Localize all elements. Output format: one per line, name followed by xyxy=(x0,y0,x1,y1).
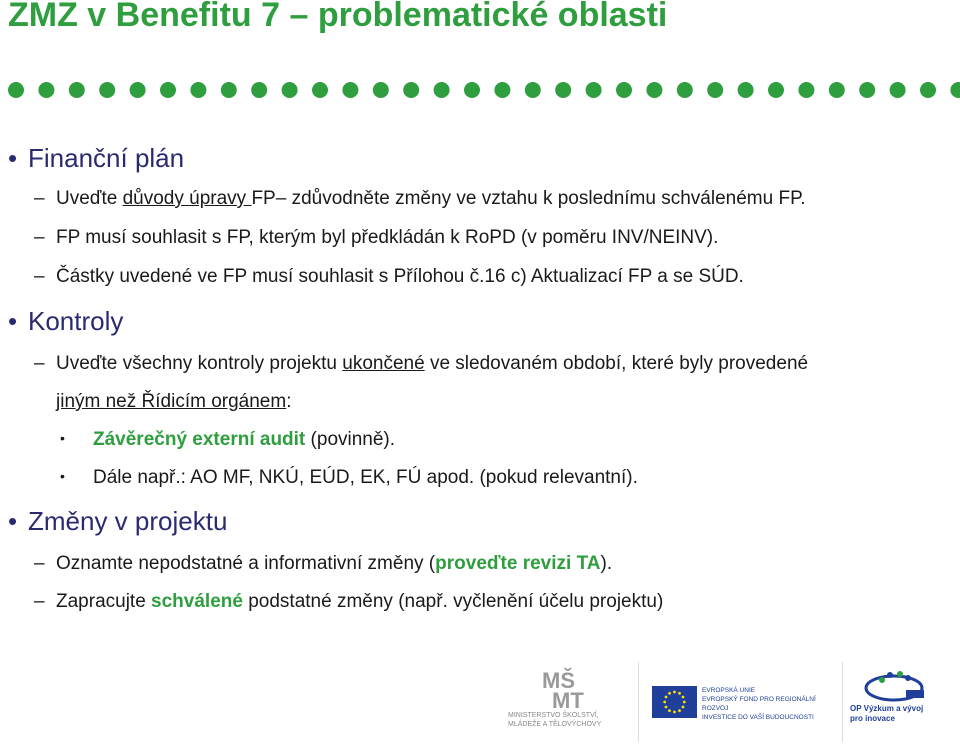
msmt-logo-text: MINISTERSTVO ŠKOLSTVÍ, MLÁDEŽE A TĚLOVÝCHOVY xyxy=(508,712,602,728)
bullet: • xyxy=(8,506,18,536)
divider-dot xyxy=(707,82,723,98)
bullet: • xyxy=(8,306,18,336)
list-item: – Oznamte nepodstatné a informativní změny (proveďte revizi TA). xyxy=(34,553,613,574)
divider-dot xyxy=(342,82,358,98)
sub-list-item: • Dále např.: AO MF, NKÚ, EÚD, EK, FÚ apod. (pokud relevantní). xyxy=(60,467,638,488)
divider-dot xyxy=(251,82,267,98)
msmt-logo xyxy=(508,666,618,726)
divider-dot xyxy=(190,82,206,98)
divider-dot xyxy=(464,82,480,98)
divider-dot xyxy=(494,82,510,98)
divider-dot xyxy=(890,82,906,98)
divider-dot xyxy=(768,82,784,98)
divider-dot xyxy=(646,82,662,98)
list-item: – FP musí souhlasit s FP, kterým byl předkládán k RoPD (v poměru INV/NEINV). xyxy=(34,227,719,248)
list-item: – Částky uvedené ve FP musí souhlasit s Přílohou č.16 c) Aktualizací FP a se SÚD. xyxy=(34,266,744,287)
divider-dot xyxy=(586,82,602,98)
divider-dot xyxy=(616,82,632,98)
list-item: – Zapracujte schválené podstatné změny (např. vyčlenění účelu projektu) xyxy=(34,591,664,612)
divider-dot xyxy=(798,82,814,98)
divider-dot xyxy=(99,82,115,98)
divider-dot xyxy=(555,82,571,98)
divider-dot xyxy=(130,82,146,98)
divider-dot xyxy=(829,82,845,98)
divider-dot xyxy=(160,82,176,98)
divider-dot xyxy=(950,82,960,98)
divider-dot xyxy=(8,82,24,98)
divider-dot xyxy=(434,82,450,98)
sub-list-item: • Závěrečný externí audit (povinně). xyxy=(60,429,396,450)
slide-title: ZMZ v Benefitu 7 – problematické oblasti xyxy=(8,0,668,34)
list-item: – Uveďte důvody úpravy FP– zdůvodněte změny ve vztahu k poslednímu schválenému FP. xyxy=(34,188,806,209)
divider-dot xyxy=(738,82,754,98)
bullet: • xyxy=(60,430,65,446)
list-item-continuation: jiným než Řídicím orgánem: xyxy=(56,391,292,412)
divider xyxy=(638,662,639,742)
divider-dot xyxy=(38,82,54,98)
divider-dot xyxy=(69,82,85,98)
section-heading-zmeny: • Změny v projektu xyxy=(8,506,228,536)
section-heading-kontroly: • Kontroly xyxy=(8,306,124,336)
svg-text:MT: MT xyxy=(552,688,584,710)
bullet: • xyxy=(60,468,65,484)
dot-divider xyxy=(8,80,960,100)
divider-dot xyxy=(920,82,936,98)
footer-logos xyxy=(500,660,960,748)
list-item: – Uveďte všechny kontroly projektu ukončené ve sledovaném období, které byly provedené xyxy=(34,353,809,374)
divider-dot xyxy=(859,82,875,98)
bullet: • xyxy=(8,143,18,173)
divider-dot xyxy=(677,82,693,98)
divider-dot xyxy=(525,82,541,98)
divider-dot xyxy=(282,82,298,98)
divider xyxy=(842,662,843,742)
section-heading-financni-plan: • Finanční plán xyxy=(8,143,185,173)
op-logo-text: OP Výzkum a vývoj pro inovace xyxy=(850,704,924,723)
divider-dot xyxy=(221,82,237,98)
eu-logo-text: EVROPSKÁ UNIE EVROPSKÝ FOND PRO REGIONÁLNÍ ROZVOJ INVESTICE DO VAŠÍ BUDOUCNOSTI xyxy=(702,687,816,721)
divider-dot xyxy=(373,82,389,98)
divider-dot xyxy=(312,82,328,98)
svg-text:MŠ: MŠ xyxy=(542,668,575,693)
op-vavpi-logo xyxy=(860,666,930,706)
divider-dot xyxy=(403,82,419,98)
eu-flag-icon xyxy=(652,686,697,718)
